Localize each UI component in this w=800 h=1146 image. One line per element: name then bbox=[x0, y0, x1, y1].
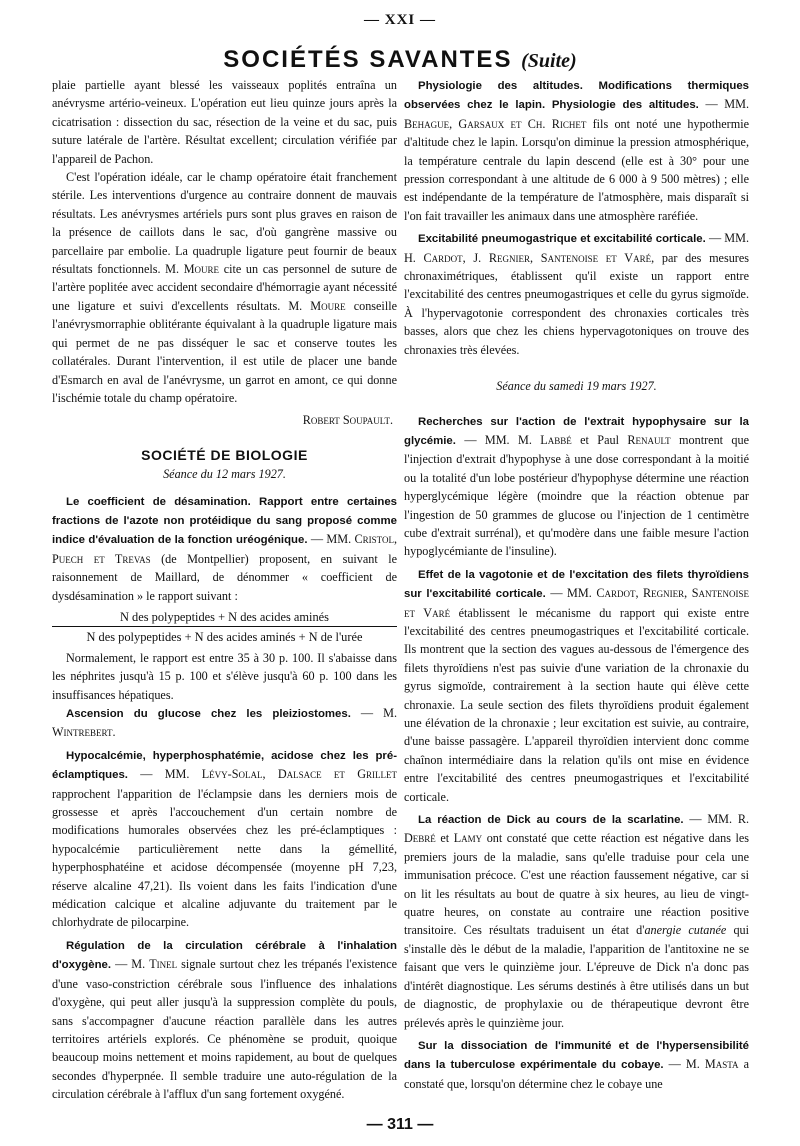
left-column bbox=[52, 76, 397, 1106]
paragraph: plaie partielle ayant blessé les vaisseaux poplités entraîna un anévrysme artério-veineux. L'opération eut lieu quinze jours après la cicatrisation : dissection du sac, résection de la veine et du sac, puis suture latérale de l'artère. Résultat excellent; circulation vérifiée par l'appareil de Pachon. bbox=[52, 78, 397, 166]
abstract-title: Hypocalcémie, hyperphosphatémie, acidose chez les pré-éclamptiques. bbox=[52, 749, 397, 782]
abstract-title: La réaction de Dick au cours de la scarlatine. bbox=[418, 814, 684, 827]
author-name: Masta bbox=[704, 1057, 739, 1072]
fraction-denominator: N des polypeptides + N des acides aminés + N de l'urée bbox=[52, 626, 397, 646]
paragraph: C'est l'opération idéale, car le champ opératoire était franchement stérile. Les interventions d'urgence au contraire donnent de mauvais résultats. Les anévrysmes artériels purs sont plus graves en raison de la présence de caillots dans le sac, d'où gangrène massive ou parcellaire par embolie. La quadruple ligature peut fournir de beaux résultats fonctionnels. M. Moure cite un cas personnel de suture de l'artère poplitée avec accident secondaire d'hémorragie ayant nécessité une ligature et suivi d'excellents résultats. M. Moure conseille l'anévrysmorraphie oblitérante équivalant à la quadruple ligature mais qui permet de ne pas disséquer le sac et conserve toutes les collatérales. Durant l'intervention, il est utile de placer une bande d'Esmarch en aval de l'anévrysme, un garrot en amont, ce qui donne l'ischémie totale du champ opératoire. bbox=[52, 170, 397, 405]
page-number: — 311 — bbox=[366, 1116, 434, 1133]
abstract: Recherches sur l'action de l'extrait hypophysaire sur la glycémie. — MM. M. Labbé et Paul Renault montrent que l'injection d'extrait d'hypophyse à une dose correspondant à la moitié ou la totalité d'un lobe postérieur d'hypophyse détermine une réaction hyperglycémique légère (moindre que la réaction obtenue par l'ingestion de 50 grammes de glucose ou l'injection de 1 centimètre cube d'extrait surrénal), et qu'modère dans une faible mesure l'action hypoglycémiante de l'insuline). bbox=[404, 415, 749, 559]
section-title-suffix: (Suite) bbox=[521, 50, 577, 72]
paragraph: Normalement, le rapport est entre 35 à 30 p. 100. Il s'abaisse dans les néphrites jusqu'à 15 p. 100 et s'élève jusqu'à 60 p. 100 dans les insuffisances hépatiques. bbox=[52, 650, 397, 702]
author-name: Labbé bbox=[540, 432, 572, 447]
fraction-numerator: N des polypeptides + N des acides aminés bbox=[120, 609, 329, 624]
abstract-title: Régulation de la circulation cérébrale à l'inhalation d'oxygène. bbox=[52, 939, 397, 972]
abstract: Effet de la vagotonie et de l'excitation des filets thyroïdiens sur l'excitabilité corticale. — MM. Cardot, Regnier, Santenoise et Varé établissent le mécanisme du rapport qui existe entre l'excitabilité des centres pneumogastriques et l'excitabilité corticale. Ils montrent que la section des vagues au-dessous de l'émergence des filets thyroïdiens n'est pas suivie d'une variation de la chronaxie du gyrus sigmoïde, contrairement à la section haute qui élève cette chronaxie. La seule section des filets thyroïdiens produit également une élévation de la chronaxie ; leur excitation est suivie, au contraire, d'une baisse passagère. L'appareil thyroïdien intervient donc comme chaînon intermédiaire dans la relation qu'ils ont mise en évidence entre l'excitabilité des centres pneumogastriques et l'excitabilité corticale. bbox=[404, 568, 749, 804]
author-names: Cardot, Regnier, Santenoise et Varé bbox=[404, 586, 749, 620]
author-name: Debré bbox=[404, 831, 436, 846]
abstract-title: Physiologie des altitudes. Modifications thermiques observées chez le lapin. Physiologie des altitudes. bbox=[404, 80, 749, 112]
italic-term: anergie cutanée bbox=[644, 923, 727, 938]
author-name: Renault bbox=[627, 432, 671, 447]
author-names: H. Cardot, J. Regnier, Santenoise et Varé, bbox=[404, 250, 655, 265]
society-heading: SOCIÉTÉ DE BIOLOGIE bbox=[141, 446, 308, 463]
abstract-title: Le coefficient de désamination. Rapport entre certaines fractions de l'azote non protéidique du sang proposé comme indice d'évaluation de la fonction uréogénique. bbox=[52, 495, 397, 547]
author-names: Cristol, Puech et Trevas bbox=[52, 532, 397, 566]
abstract: Physiologie des altitudes. Modifications thermiques observées chez le lapin. Physiologie des altitudes. — MM. Behague, Garsaux et Ch. Richet fils ont noté une hypothermie d'altitude chez le lapin. Lorsqu'on diminue la pression atmosphérique, la température centrale du lapin descend (elle est à 30° pour une pression correspondant à une altitude de 6 000 à 9 500 mètres) ; elle est indépendante de la température de l'atmosphère, mais disparaît si l'on fait travailler les animaux dans une atmosphère raréfiée. bbox=[404, 80, 749, 223]
author-names: Wintrebert. bbox=[52, 725, 116, 740]
author-names: Tinel bbox=[149, 957, 178, 972]
right-column bbox=[404, 76, 749, 1106]
abstract-title: Effet de la vagotonie et de l'excitation des filets thyroïdiens sur l'excitabilité corticale. bbox=[404, 568, 749, 601]
abstract-title: Sur la dissociation de l'immunité et de l'hypersensibilité dans la tuberculose expérimentale du cobaye. bbox=[404, 1039, 749, 1072]
author-names: Behague, Garsaux et Ch. Richet bbox=[404, 116, 587, 131]
author-name: Moure bbox=[310, 298, 346, 313]
abstract-title: Ascension du glucose chez les pleiziostomes. bbox=[66, 708, 351, 720]
abstract: Sur la dissociation de l'immunité et de l'hypersensibilité dans la tuberculose expérimentale du cobaye. — M. Masta a constaté que, lorsqu'on détermine chez le cobaye une bbox=[404, 1039, 749, 1091]
author-names: Lévy-Solal, Dalsace et Grillet bbox=[201, 767, 397, 782]
author-name: Lamy bbox=[453, 831, 483, 846]
abstract: Excitabilité pneumogastrique et excitabilité corticale. — MM. H. Cardot, J. Regnier, Santenoise et Varé, par des mesures chronaximétriques, établissent qu'il existe un rapport entre l'excitabilité des centres pneumogastriques et celle du gyrus sigmoïde. À l'hypervagotonie correspondent des chronaxies corticales très basses, alors que chez les chiens hypervagotoniques on trouve des chronaxies très élevées. bbox=[404, 231, 749, 357]
abstract: Hypocalcémie, hyperphosphatémie, acidose chez les pré-éclamptiques. — MM. Lévy-Solal, Dalsace et Grillet rapprochent l'apparition de l'éclampsie dans les derniers mois de grossesse et après l'accouchement d'un certain nombre de modifications humorales observées chez les pré-éclamptiques : hypocalcémie particulièrement nette dans la gémellité, hyperphosphatéine et acidose décompensée (moyenne pH 7,23, réserve alcaline 47,21). Ils voient dans les faits l'indication d'une médication calcique et alcaline adjuvante du traitement par le chlorhydrate de pilocarpine. bbox=[52, 749, 397, 930]
section-title: SOCIÉTÉS SAVANTES bbox=[223, 46, 513, 73]
author-name: Moure bbox=[183, 262, 220, 277]
formula-fraction bbox=[52, 608, 397, 647]
session-date: Séance du samedi 19 mars 1927. bbox=[496, 379, 657, 394]
session-date: Séance du 12 mars 1927. bbox=[163, 467, 286, 482]
abstract: Ascension du glucose chez les pleiziostomes. — M. Wintrebert. bbox=[52, 706, 397, 740]
abstract: Régulation de la circulation cérébrale à l'inhalation d'oxygène. — M. Tinel signale surtout chez les trépanés l'existence d'une vaso-constriction cérébrale sous l'influence des inhalations d'oxygène, qui peut aller jusqu'à la suppression complète du pouls, sans s'accompagner d'aucune réaction parallèle dans les autres territoires artériels explorés. Ce phénomène se produit, quoique beaucoup moins nettement et moins rapidement, au bout de quelques secondes d'hyperpnée. Il semble traduire une auto-régulation de la circulation cérébrale à l'afflux d'un sang fortement oxygéné. bbox=[52, 939, 397, 1102]
signature: Robert Soupault. bbox=[302, 413, 393, 428]
running-title bbox=[0, 46, 800, 74]
abstract: Le coefficient de désamination. Rapport entre certaines fractions de l'azote non protéidique du sang proposé comme indice d'évaluation de la fonction uréogénique. — MM. Cristol, Puech et Trevas (de Montpellier) proposent, en suivant le raisonnement de Maillard, de dénommer « coefficient de dysdésamination » le rapport suivant : bbox=[52, 495, 397, 603]
abstract: La réaction de Dick au cours de la scarlatine. — MM. R. Debré et Lamy ont constaté que cette réaction est négative dans les premiers jours de la maladie, sans qu'elle traduise pour cela une immunisation précoce. C'est une réaction faussement négative, car si on lit les résultats au bout de quatre à six heures, au lieu de vingt-quatre heures, on constate au contraire une réaction positive transitoire. Ces résultats traduisent un état d'anergie cutanée qui s'installe dès le début de la maladie, l'apparition de l'antitoxine ne se faisant que vers le quinzième jour. L'épreuve de Dick n'a donc pas d'intérêt diagnostique. Les sérums destinés à être utilisés dans un but de diagnostic, de prophylaxie ou de thérapeutique devront être prélevés après le quinzième jour. bbox=[404, 812, 749, 1030]
roman-page-number: — XXI — bbox=[363, 12, 436, 28]
abstract-title: Excitabilité pneumogastrique et excitabilité corticale. bbox=[418, 233, 706, 246]
abstract-title: Recherches sur l'action de l'extrait hypophysaire sur la glycémie. bbox=[404, 415, 749, 447]
